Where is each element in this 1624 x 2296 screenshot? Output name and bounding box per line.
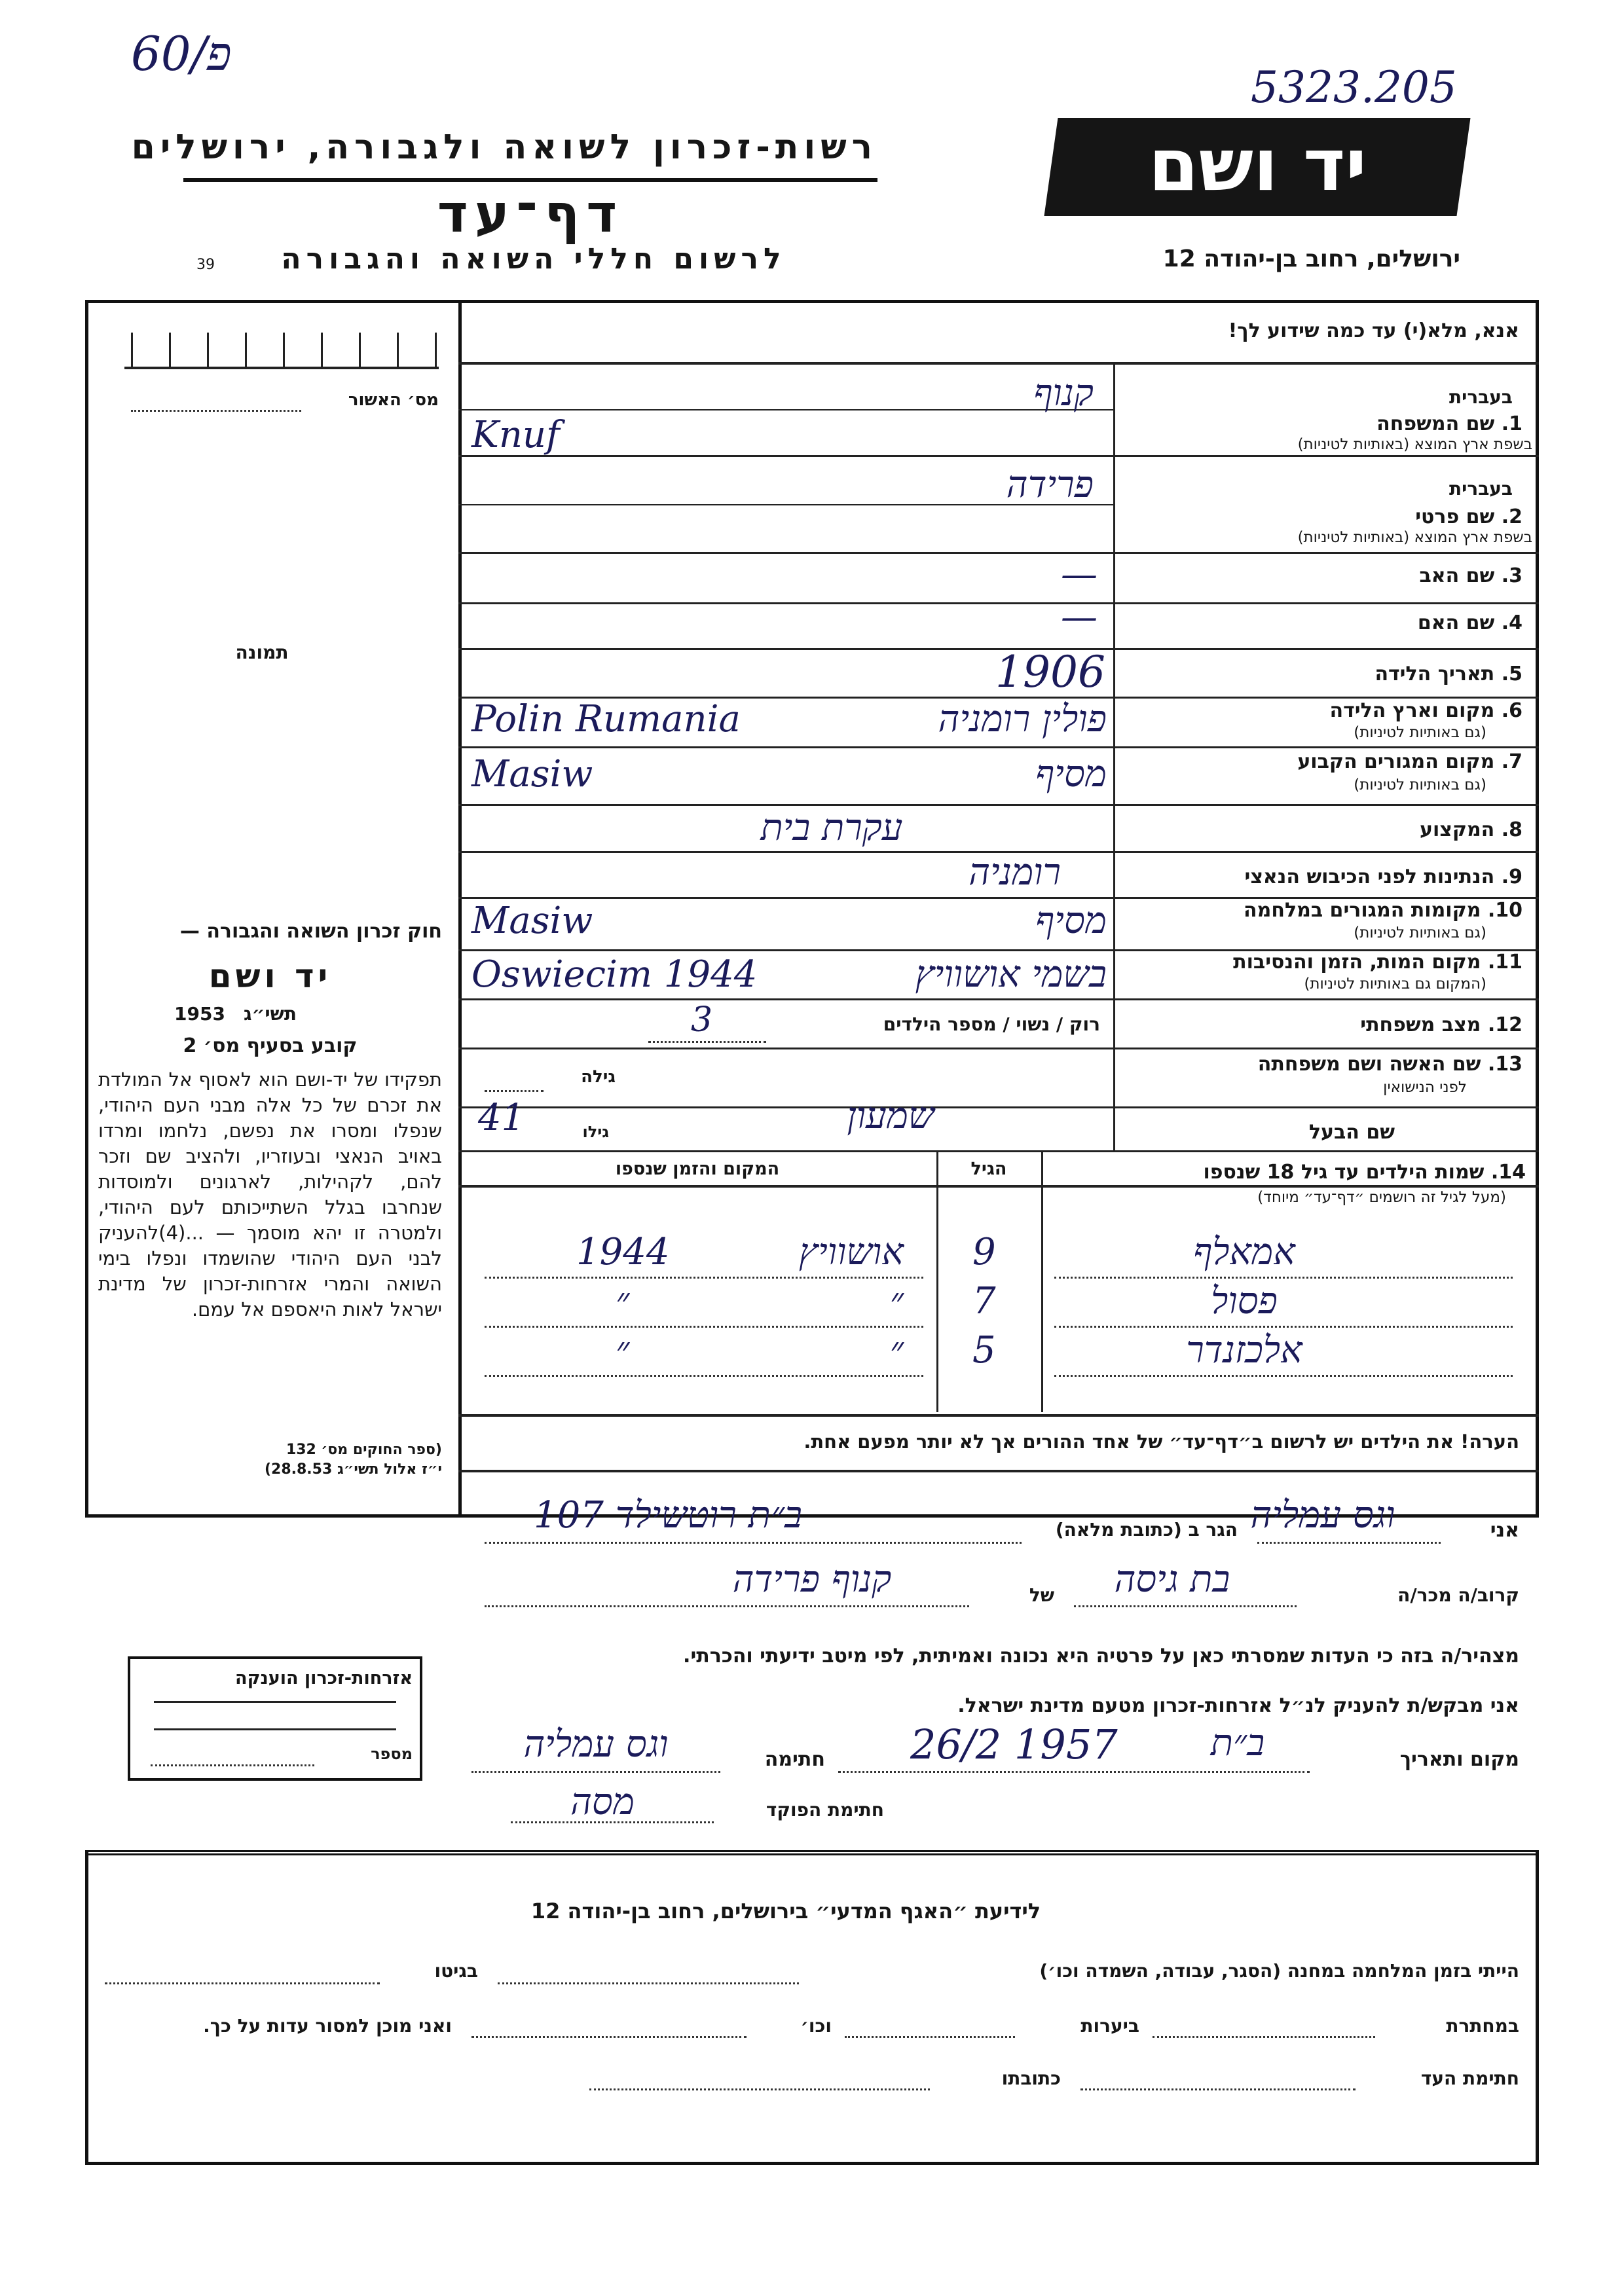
child-place: ״ [889, 1280, 904, 1322]
f2-label: 2. שם פרטי [1415, 505, 1522, 528]
children-note: (מעל לגיל זה רושמים ״דף־עד״ מיוחד) [1257, 1189, 1506, 1206]
f7-label: 7. מקום המגורים הקבוע [1297, 750, 1522, 773]
f7-latin-value: Masiw [471, 753, 593, 795]
husband-name-value: שמעון [847, 1095, 934, 1137]
f1-lang-hebrew: בעברית [1449, 386, 1513, 408]
child-place: אושוויץ [798, 1231, 904, 1273]
f12-options: רוק / נשוי / מספר הילדים [883, 1013, 1100, 1035]
place-value: ב״ת [1210, 1722, 1265, 1764]
child-age: 5 [972, 1329, 996, 1372]
f10-note: (גם באותיות לטיניות) [1354, 924, 1486, 941]
relative-value: בת גיסה [1114, 1558, 1230, 1601]
footer-camp-label: הייתי בזמן המלחמה במחנה (הסגר, עבודה, השמדה וכו׳) [1039, 1960, 1519, 1982]
children-label: 14. שמות הילדים עד גיל 18 שנספו [1203, 1161, 1526, 1184]
child-year: ״ [616, 1329, 630, 1372]
signature-value: וגס עמליה [523, 1723, 669, 1766]
relative-label: קרוב/ה מכר/ה [1397, 1584, 1519, 1606]
law-title: חוק זכרון השואה והגבורה — [179, 920, 442, 943]
f13-sub: לפני הנישואין [1383, 1079, 1467, 1096]
footer-notice: לידיעת ״האגף המדעי״ בירושלים, רחוב בן-יהודה 12 [530, 1899, 1041, 1923]
husband-label: שם הבעל [1308, 1121, 1395, 1144]
husband-age-label: גילו [582, 1123, 609, 1141]
f8-label: 8. המקצוע [1420, 818, 1522, 841]
f6-label: 6. מקום וארץ הלידה [1329, 699, 1522, 722]
stamp-small: 39 [196, 257, 215, 273]
confirm-number-line[interactable] [131, 410, 301, 412]
law-text: תפקידו של יד-ושם הוא לאסוף אל המולדת את זכרם של כל אלה מבני העם היהודי, שנפלו ומסרו את נפשם, נלחמו ומרדו באויב הנאצי ובעוזריו, ולהציב שם וזכר להם, לקהילות, לארגונים ולמוסדות שנחרבו בגלל השתייכותם לעם היהודי, ולמטרה זו יהא מוסמך — ...(4)להעניק לבני העם היהודי שהושמדו ונפלו בימי השואה והמרי אזרחות-זכרון של מדינת ישראל לאות היאספם אל עמם. [98, 1068, 442, 1321]
f11-hebrew-value: בשמי אושוויץ [915, 953, 1107, 996]
law-name: יד ושם [208, 957, 332, 995]
f4-value: — [1061, 596, 1098, 638]
sidebar-divider [458, 300, 462, 1518]
footer-address-label: כתובתו [1001, 2068, 1061, 2089]
footer-etc-label: וכו׳ [800, 2015, 832, 2037]
authority-name: רשות-זכרון לשואה ולגבורה, ירושלים [131, 128, 877, 167]
f3-label: 3. שם האב [1419, 564, 1522, 587]
tick-box-strip [124, 326, 439, 369]
f11-note: (המקום גם באותיות לטיניות) [1304, 975, 1486, 993]
footer-ghetto-label: בגיטו [434, 1960, 478, 1982]
header-rule [183, 178, 877, 182]
date-value: 26/2 1957 [910, 1721, 1118, 1768]
footer-underground-label: במחתרת [1446, 2015, 1519, 2037]
of-value: קנוף פרידה [732, 1558, 892, 1601]
declarant-label: אני [1490, 1519, 1519, 1542]
f10-label: 10. מקומות המגורים במלחמה [1244, 899, 1522, 922]
f6-latin-value: Polin Rumania [471, 698, 741, 740]
f10-hebrew-value: מסיף [1035, 900, 1107, 942]
children-age-header: הגיל [970, 1159, 1007, 1179]
f9-label: 9. הנתינות לפני הכיבוש הנאצי [1244, 866, 1522, 888]
confirm-number-label: מס׳ האשור [348, 390, 439, 410]
law-source: (ספר החוקים מס׳ 132 [286, 1442, 442, 1458]
resides-label: הגר ב (כתובת מלאה) [1055, 1519, 1238, 1540]
wife-age-label: גילה [581, 1067, 616, 1087]
f3-value: — [1061, 553, 1098, 596]
of-label: של [1029, 1584, 1054, 1606]
corner-note-right: 5323.205 [1251, 62, 1457, 113]
declarant-address: ב״ת רוטשילד 107 [534, 1494, 802, 1537]
f7-hebrew-value: מסיף [1035, 753, 1107, 795]
f6-note: (גם באותיות לטיניות) [1354, 724, 1486, 741]
f10-latin-value: Masiw [471, 900, 593, 942]
law-source-date: י״ז אלול תשי״ג 28.8.53) [264, 1461, 442, 1478]
note-line: הערה! את הילדים יש לרשום ב״דף־עד״ של אחד ההורים אך לא יותר מפעם אחת. [803, 1430, 1519, 1453]
declarant-name: וגס עמליה [1250, 1494, 1395, 1537]
law-year-hebrew: תשי״ג [244, 1003, 297, 1025]
header-address: ירושלים, רחוב בן-יהודה 12 [1162, 246, 1460, 272]
declaration-request: אני מבקש/ת להעניק לנ״ל אזרחות-זכרון מטעם מדינת ישראל. [957, 1694, 1519, 1717]
footer-witness-signature-label: חתימת העד [1420, 2068, 1519, 2089]
f9-value: רומניה [969, 851, 1061, 894]
f11-label: 11. מקום המות, הזמן והנסיבות [1233, 951, 1522, 974]
f5-value: 1906 [995, 647, 1105, 697]
f1-latin-value: Knuf [471, 414, 560, 456]
citizenship-number-label: מספר [371, 1745, 413, 1763]
husband-age-value: 41 [478, 1097, 525, 1139]
logo-text: יד ושם [1148, 123, 1367, 207]
f7-note: (גם באותיות לטיניות) [1354, 776, 1486, 793]
child-year: 1944 [576, 1231, 670, 1273]
f5-label: 5. תאריך הלידה [1375, 663, 1522, 685]
corner-note-left: 60/פ [131, 26, 232, 81]
officer-signature-value: מסה [570, 1781, 635, 1823]
children-place-header: המקום והזמן שנספו [615, 1159, 780, 1179]
f1-origin-note: בשפת ארץ המוצא (באותיות לטיניות) [1297, 436, 1532, 453]
footer-forests-label: ביערות [1080, 2015, 1139, 2037]
f2-hebrew-value: פרידה [1006, 464, 1094, 506]
law-clause: קובע בסעיף מס׳ 2 [183, 1034, 358, 1057]
f2-origin-note: בשפת ארץ המוצא (באותיות לטיניות) [1297, 529, 1532, 546]
f8-value: עקרת בית [760, 807, 903, 849]
officer-signature-label: חתימת הפוקד [766, 1799, 884, 1821]
declaration-statement: מצהיר/ה בזה כי העדות שמסרתי כאן על פרטיה היא נכונה ואמיתית, לפי מיטב ידיעתי והכרתי. [683, 1645, 1519, 1667]
f1-label: 1. שם המשפחה [1376, 412, 1522, 435]
f6-hebrew-value: פולין רומניה [938, 698, 1107, 740]
footer-willing-label: ואני מוכן למסור עדות על כך. [203, 2015, 452, 2037]
f4-label: 4. שם האם [1417, 611, 1522, 634]
form-subtitle: לרשום חללי השואה והגבורה [281, 242, 786, 276]
f11-latin-value: Oswiecim 1944 [471, 953, 758, 996]
signature-label: חתימה [764, 1748, 825, 1771]
child-age: 7 [972, 1280, 996, 1322]
child-name: אמאלף [1193, 1231, 1295, 1273]
f12-label: 12. מצב משפחתי [1360, 1013, 1522, 1036]
f12-children-count: 3 [691, 1000, 713, 1040]
law-year: 1953 [174, 1003, 225, 1025]
child-name: אלכזנדר [1186, 1329, 1302, 1372]
child-name: פסול [1211, 1280, 1278, 1322]
child-year: ״ [616, 1280, 630, 1322]
child-age: 9 [972, 1231, 996, 1273]
citizenship-title: אזרחות-זכרון הוענקה [235, 1668, 413, 1688]
photo-label: תמונה [235, 642, 289, 663]
instruction-text: אנא, מלא(י) עד כמה שידוע לך! [1228, 319, 1519, 342]
yad-vashem-logo [1044, 118, 1470, 216]
f1-hebrew-value: קנוף [1033, 372, 1094, 414]
child-place: ״ [889, 1329, 904, 1372]
footer-rule [85, 1850, 1539, 1855]
citizenship-number-line[interactable] [151, 1764, 314, 1766]
f13-label: 13. שם האשה ושם משפחתה [1257, 1053, 1522, 1076]
form-title: דף־עד [437, 183, 624, 244]
f2-lang-hebrew: בעברית [1449, 478, 1513, 500]
place-date-label: מקום ותאריך [1399, 1748, 1519, 1771]
